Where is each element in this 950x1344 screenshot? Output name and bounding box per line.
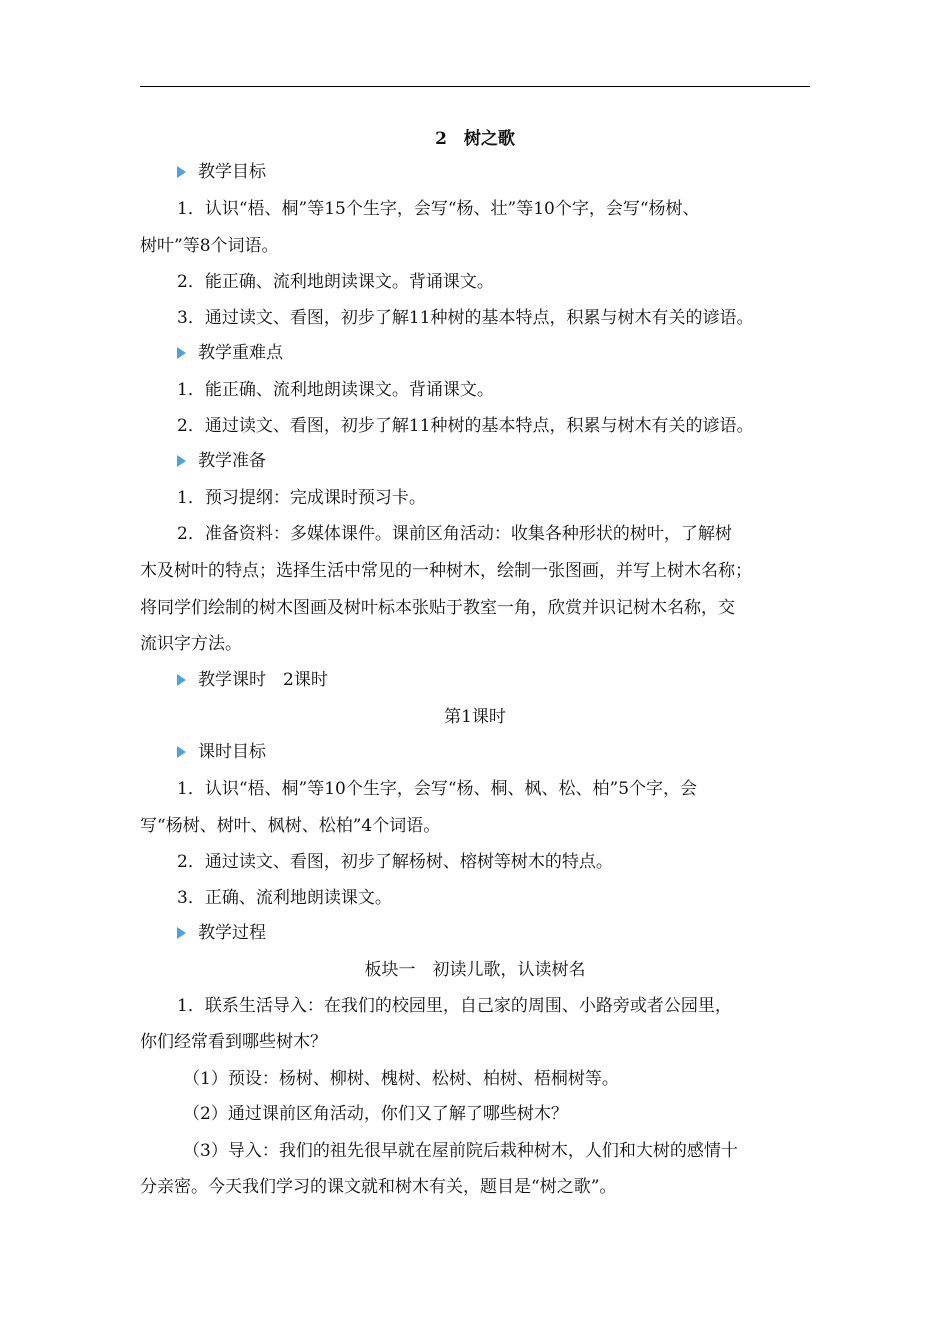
triangle-bullet-icon	[177, 455, 186, 467]
triangle-bullet-icon	[177, 166, 186, 178]
heading-label: 教学准备	[198, 451, 266, 471]
triangle-bullet-icon	[177, 746, 186, 758]
goals-line-3: 2．能正确、流利地朗读课文。背诵课文。	[177, 272, 494, 292]
heading-label: 教学过程	[198, 923, 266, 943]
goals-line-4: 3．通过读文、看图，初步了解11种树的基本特点，积累与树木有关的谚语。	[177, 308, 754, 328]
heading-label: 教学目标	[198, 162, 266, 182]
preparation-line-4: 将同学们绘制的树木图画及树叶标本张贴于教室一角，欣赏并识记树木名称，交	[140, 598, 735, 618]
period-goals-line-2: 写“杨树、树叶、枫树、松柏”4个词语。	[140, 816, 441, 836]
block-1-title: 板块一 初读儿歌，认读树名	[364, 960, 586, 980]
process-line-6: 分亲密。今天我们学习的课文就和树木有关，题目是“树之歌”。	[140, 1177, 617, 1197]
heading-label: 课时目标	[198, 742, 266, 762]
key-points-line-1: 1．能正确、流利地朗读课文。背诵课文。	[177, 380, 494, 400]
heading-preparation	[177, 450, 877, 472]
key-points-line-2: 2．通过读文、看图，初步了解11种树的基本特点，积累与树木有关的谚语。	[177, 416, 754, 436]
heading-period-goals	[177, 741, 877, 763]
triangle-bullet-icon	[177, 347, 186, 359]
goals-line-1: 1．认识“梧、桐”等15个生字，会写“杨、壮”等10个字，会写“杨树、	[177, 199, 700, 219]
preparation-line-5: 流识字方法。	[140, 634, 242, 654]
process-line-2: 你们经常看到哪些树木？	[140, 1032, 327, 1052]
process-line-4: （2）通过课前区角活动，你们又了解了哪些树木？	[183, 1104, 568, 1124]
preparation-line-2: 2．准备资料：多媒体课件。课前区角活动：收集各种形状的树叶，了解树	[177, 524, 732, 544]
header-rule	[140, 86, 810, 87]
goals-line-2: 树叶”等8个词语。	[140, 236, 279, 256]
preparation-line-1: 1．预习提纲：完成课时预习卡。	[177, 488, 426, 508]
period-goals-line-1: 1．认识“梧、桐”等10个生字，会写“杨、桐、枫、松、柏”5个字，会	[177, 779, 698, 799]
heading-key-points	[177, 342, 877, 364]
heading-label: 教学课时 2课时	[198, 670, 328, 690]
triangle-bullet-icon	[177, 927, 186, 939]
lesson-title: 2 树之歌	[435, 129, 515, 149]
triangle-bullet-icon	[177, 674, 186, 686]
process-line-1: 1．联系生活导入：在我们的校园里，自己家的周围、小路旁或者公园里，	[177, 996, 732, 1016]
period-goals-line-3: 2．通过读文、看图，初步了解杨树、榕树等树木的特点。	[177, 852, 613, 872]
heading-process	[177, 922, 877, 944]
heading-goals	[177, 161, 877, 183]
heading-periods	[177, 669, 877, 691]
period-1-title: 第1课时	[444, 707, 506, 727]
heading-label: 教学重难点	[198, 343, 283, 363]
preparation-line-3: 木及树叶的特点；选择生活中常见的一种树木，绘制一张图画，并写上树木名称；	[140, 561, 752, 581]
process-line-3: （1）预设：杨树、柳树、槐树、松树、柏树、梧桐树等。	[183, 1069, 619, 1089]
period-goals-line-4: 3．正确、流利地朗读课文。	[177, 888, 392, 908]
process-line-5: （3）导入：我们的祖先很早就在屋前院后栽种树木，人们和大树的感情十	[183, 1141, 738, 1161]
